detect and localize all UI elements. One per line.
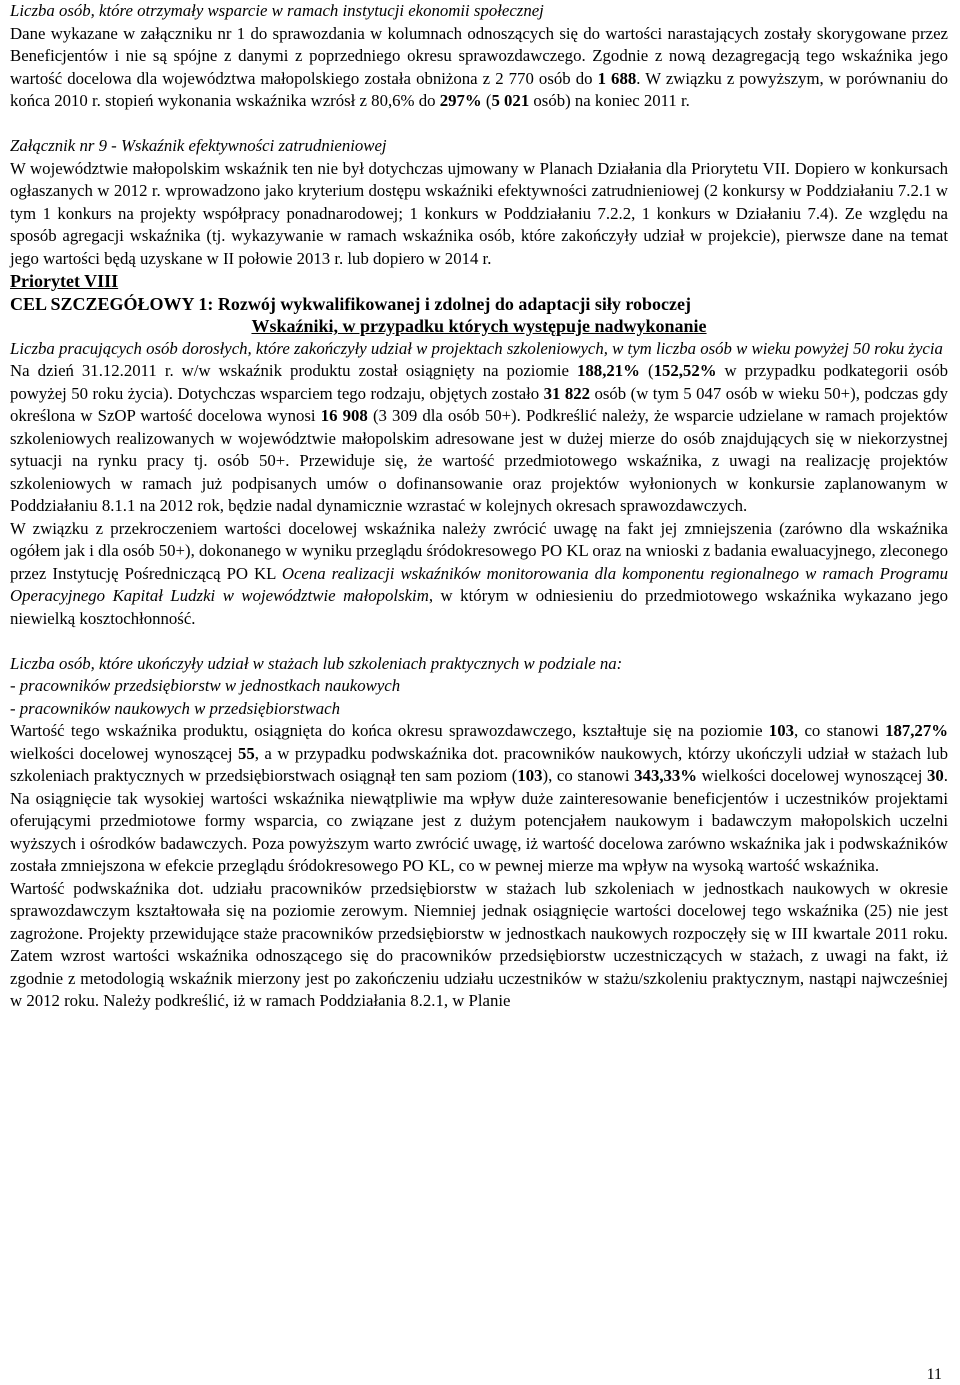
text: wielkości docelowej wynoszącej	[697, 766, 928, 785]
indicator-subtitle: - pracowników przedsiębiorstw w jednostkach naukowych	[10, 676, 401, 695]
text: , a w przypadku podwskaźnika dot. pracowników naukowych, którzy ukończyli udział w stażach lub szkoleniach praktycznych w przedsiębiorstwach osiągnął ten sam poziom (	[10, 743, 948, 785]
report-title: Ocena realizacji wskaźników monitorowania dla komponentu regionalnego w ramach Programu Operacyjnego Kapitał Ludzki w województwie małopolskim	[10, 563, 948, 605]
text: Na dzień 31.12.2011 r. w/w wskaźnik produktu został osiągnięty na poziomie	[10, 361, 578, 380]
text: . Na osiągnięcie tak wysokiej wartości wskaźnika niewątpliwie ma wpływ duże zainteresowanie beneficjentów i uczestników projektami oferującymi przedmiotowe formy wsparcia, co związane jest z dużym potencjałem naukowym i badawczym małopolskich uczelni wyższych i ośrodków badawczych. Poza powyższym warto zwrócić uwagę, iż wartość docelowa zarówno wskaźnika jak i podwskaźników została zmniejszona w efekcie przeglądu śródokresowego PO KL, co w pewnej mierze ma wpływ na wysoką wartość wskaźnika.	[10, 766, 948, 875]
bold-value: 297%	[439, 91, 482, 110]
text: , co stanowi	[793, 721, 886, 740]
paragraph: W województwie małopolskim wskaźnik ten nie był dotychczas ujmowany w Planach Działania dla Priorytetu VII. Dopiero w konkursach ogłaszanych w 2012 r. wprowadzono jako kryterium dostępu wskaźniki efektywności zatrudnieniowej (2 konkursy w Poddziałaniu 7.2.1 w tym 1 konkurs na projekty współpracy ponadnarodowej; 1 konkurs w Poddziałaniu 7.2.2, 1 konkurs w Działaniu 7.4). Ze względu na sposób agregacji wskaźnika (tj. wykazywanie w ramach wskaźnika osób, które zakończyły udział w projekcie), pierwsze dane na temat jego wartości będą uzyskane w II połowie 2013 r. lub dopiero w 2014 r.	[10, 158, 948, 268]
text: (	[639, 361, 654, 380]
paragraph	[10, 360, 948, 518]
paragraph	[10, 23, 948, 113]
paragraph	[10, 518, 948, 631]
indicators-heading: Wskaźniki, w przypadku których występuje nadwykonanie	[251, 316, 707, 336]
bold-value: 187,27%	[885, 721, 948, 740]
paragraph: Wartość podwskaźnika dot. udziału pracowników przedsiębiorstw w stażach lub szkoleniach w jednostkach naukowych w okresie sprawozdawczym kształtowała się na poziomie zerowym. Niemniej jednak osiągnięcie wartości docelowej tego wskaźnika (25) nie jest zagrożone. Projekty przewidujące staże pracowników przedsiębiorstw w jednostkach naukowych rozpoczęły się w III kwartale 2011 roku. Zatem wzrost wartości wskaźnika odnoszącego się do pracowników przedsiębiorstw uczestniczących w stażach, z uwagi na fakt, iż zgodnie z metodologią wskaźnik mierzony jest po zakończeniu udziału uczestników w stażu/szkoleniu praktycznym, nastąpi najwcześniej w 2012 roku. Należy podkreślić, iż w ramach Poddziałania 8.2.1, w Planie	[10, 878, 948, 1010]
page-number: 11	[926, 1366, 942, 1383]
text: ), co stanowi	[542, 766, 635, 785]
annex-title: Załącznik nr 9 - Wskaźnik efektywności zatrudnieniowej	[10, 136, 387, 155]
text: (	[481, 91, 492, 110]
paragraph	[10, 720, 948, 878]
bold-value: 55	[237, 743, 255, 763]
bold-value: 103	[768, 721, 794, 740]
text: wielkości docelowej wynoszącej	[10, 743, 238, 763]
text: w przypadku podkategorii osób powyżej 50 roku życia). Dotychczas wsparciem tego rodzaju, objętych zostało	[10, 361, 948, 403]
text: osób) na koniec 2011 r.	[529, 91, 690, 110]
text: , w którym w odniesieniu do przedmiotowego wskaźnika wykazano jego niewielką kosztochłonność.	[10, 586, 948, 628]
bold-value: 1 688	[597, 68, 637, 88]
indicator-title: Liczba osób, które otrzymały wsparcie w ramach instytucji ekonomii społecznej	[10, 1, 544, 20]
text: Dane wykazane w załączniku nr 1 do sprawozdania w kolumnach odnoszących się do wartości narastających zostały skorygowane przez Beneficjentów i nie są spójne z danymi z poprzedniego okresu sprawozdawczego. Zgodnie z nową dezagregacją tego wskaźnika jego wartość docelowa dla województwa małopolskiego została obniżona z 2 770 osób do	[10, 23, 948, 88]
indicator-subtitle: - pracowników naukowych w przedsiębiorstwach	[10, 698, 341, 718]
bold-value: 5 021	[491, 91, 530, 110]
text: W związku z przekroczeniem wartości docelowej wskaźnika należy zwrócić uwagę na fakt jej zmniejszenia (zarówno dla wskaźnika ogółem jak i dla osób 50+), dokonanego w wyniku przeglądu śródokresowego PO KL oraz na wnioski z badania ewaluacyjnego, zleconego przez Instytucję Pośredniczącą PO KL	[10, 518, 948, 583]
bold-value: 188,21%	[577, 361, 640, 380]
bold-value: 152,52%	[653, 361, 717, 380]
goal-heading: CEL SZCZEGÓŁOWY 1: Rozwój wykwalifikowanej i zdolnej do adaptacji siły roboczej	[10, 293, 692, 314]
indicator-title: Liczba osób, które ukończyły udział w stażach lub szkoleniach praktycznych w podziale na:	[10, 653, 623, 673]
priority-heading: Priorytet VIII	[10, 271, 119, 291]
bold-value: 343,33%	[634, 766, 698, 785]
text: osób (w tym 5 047 osób w wieku 50+), podczas gdy określona w SzOP wartość docelowa wynosi	[10, 383, 948, 425]
bold-value: 31 822	[543, 383, 591, 403]
bold-value: 30	[927, 766, 944, 785]
bold-value: 16 908	[320, 406, 368, 425]
document-page	[10, 0, 948, 1013]
bold-value: 103	[517, 766, 543, 785]
indicator-title: Liczba pracujących osób dorosłych, które zakończyły udział w projektach szkoleniowych, w tym liczba osób w wieku powyżej 50 roku życia	[10, 338, 943, 358]
text: (3 309 dla osób 50+). Podkreślić należy, że wsparcie udzielane w ramach projektów szkoleniowych realizowanych w województwie małopolskim adresowane jest w dużej mierze do osób znajdujących się w niekorzystnej sytuacji na rynku pracy tj. osób 50+. Przewiduje się, że wartość przedmiotowego wskaźnika, z uwagi na realizację projektów szkoleniowych w ramach już podpisanych umów o dofinansowanie oraz projektów wyłonionych w konkursie zaplanowanym w Poddziałaniu 8.1.1 na 2012 rok, będzie nadal dynamicznie wzrastać w kolejnych okresach sprawozdawczych.	[10, 406, 948, 515]
text: Wartość tego wskaźnika produktu, osiągnięta do końca okresu sprawozdawczego, kształtuje się na poziomie	[10, 721, 769, 740]
text: . W związku z powyższym, w porównaniu do końca 2010 r. stopień wykonania wskaźnika wzrósł z 80,6% do	[10, 68, 949, 110]
